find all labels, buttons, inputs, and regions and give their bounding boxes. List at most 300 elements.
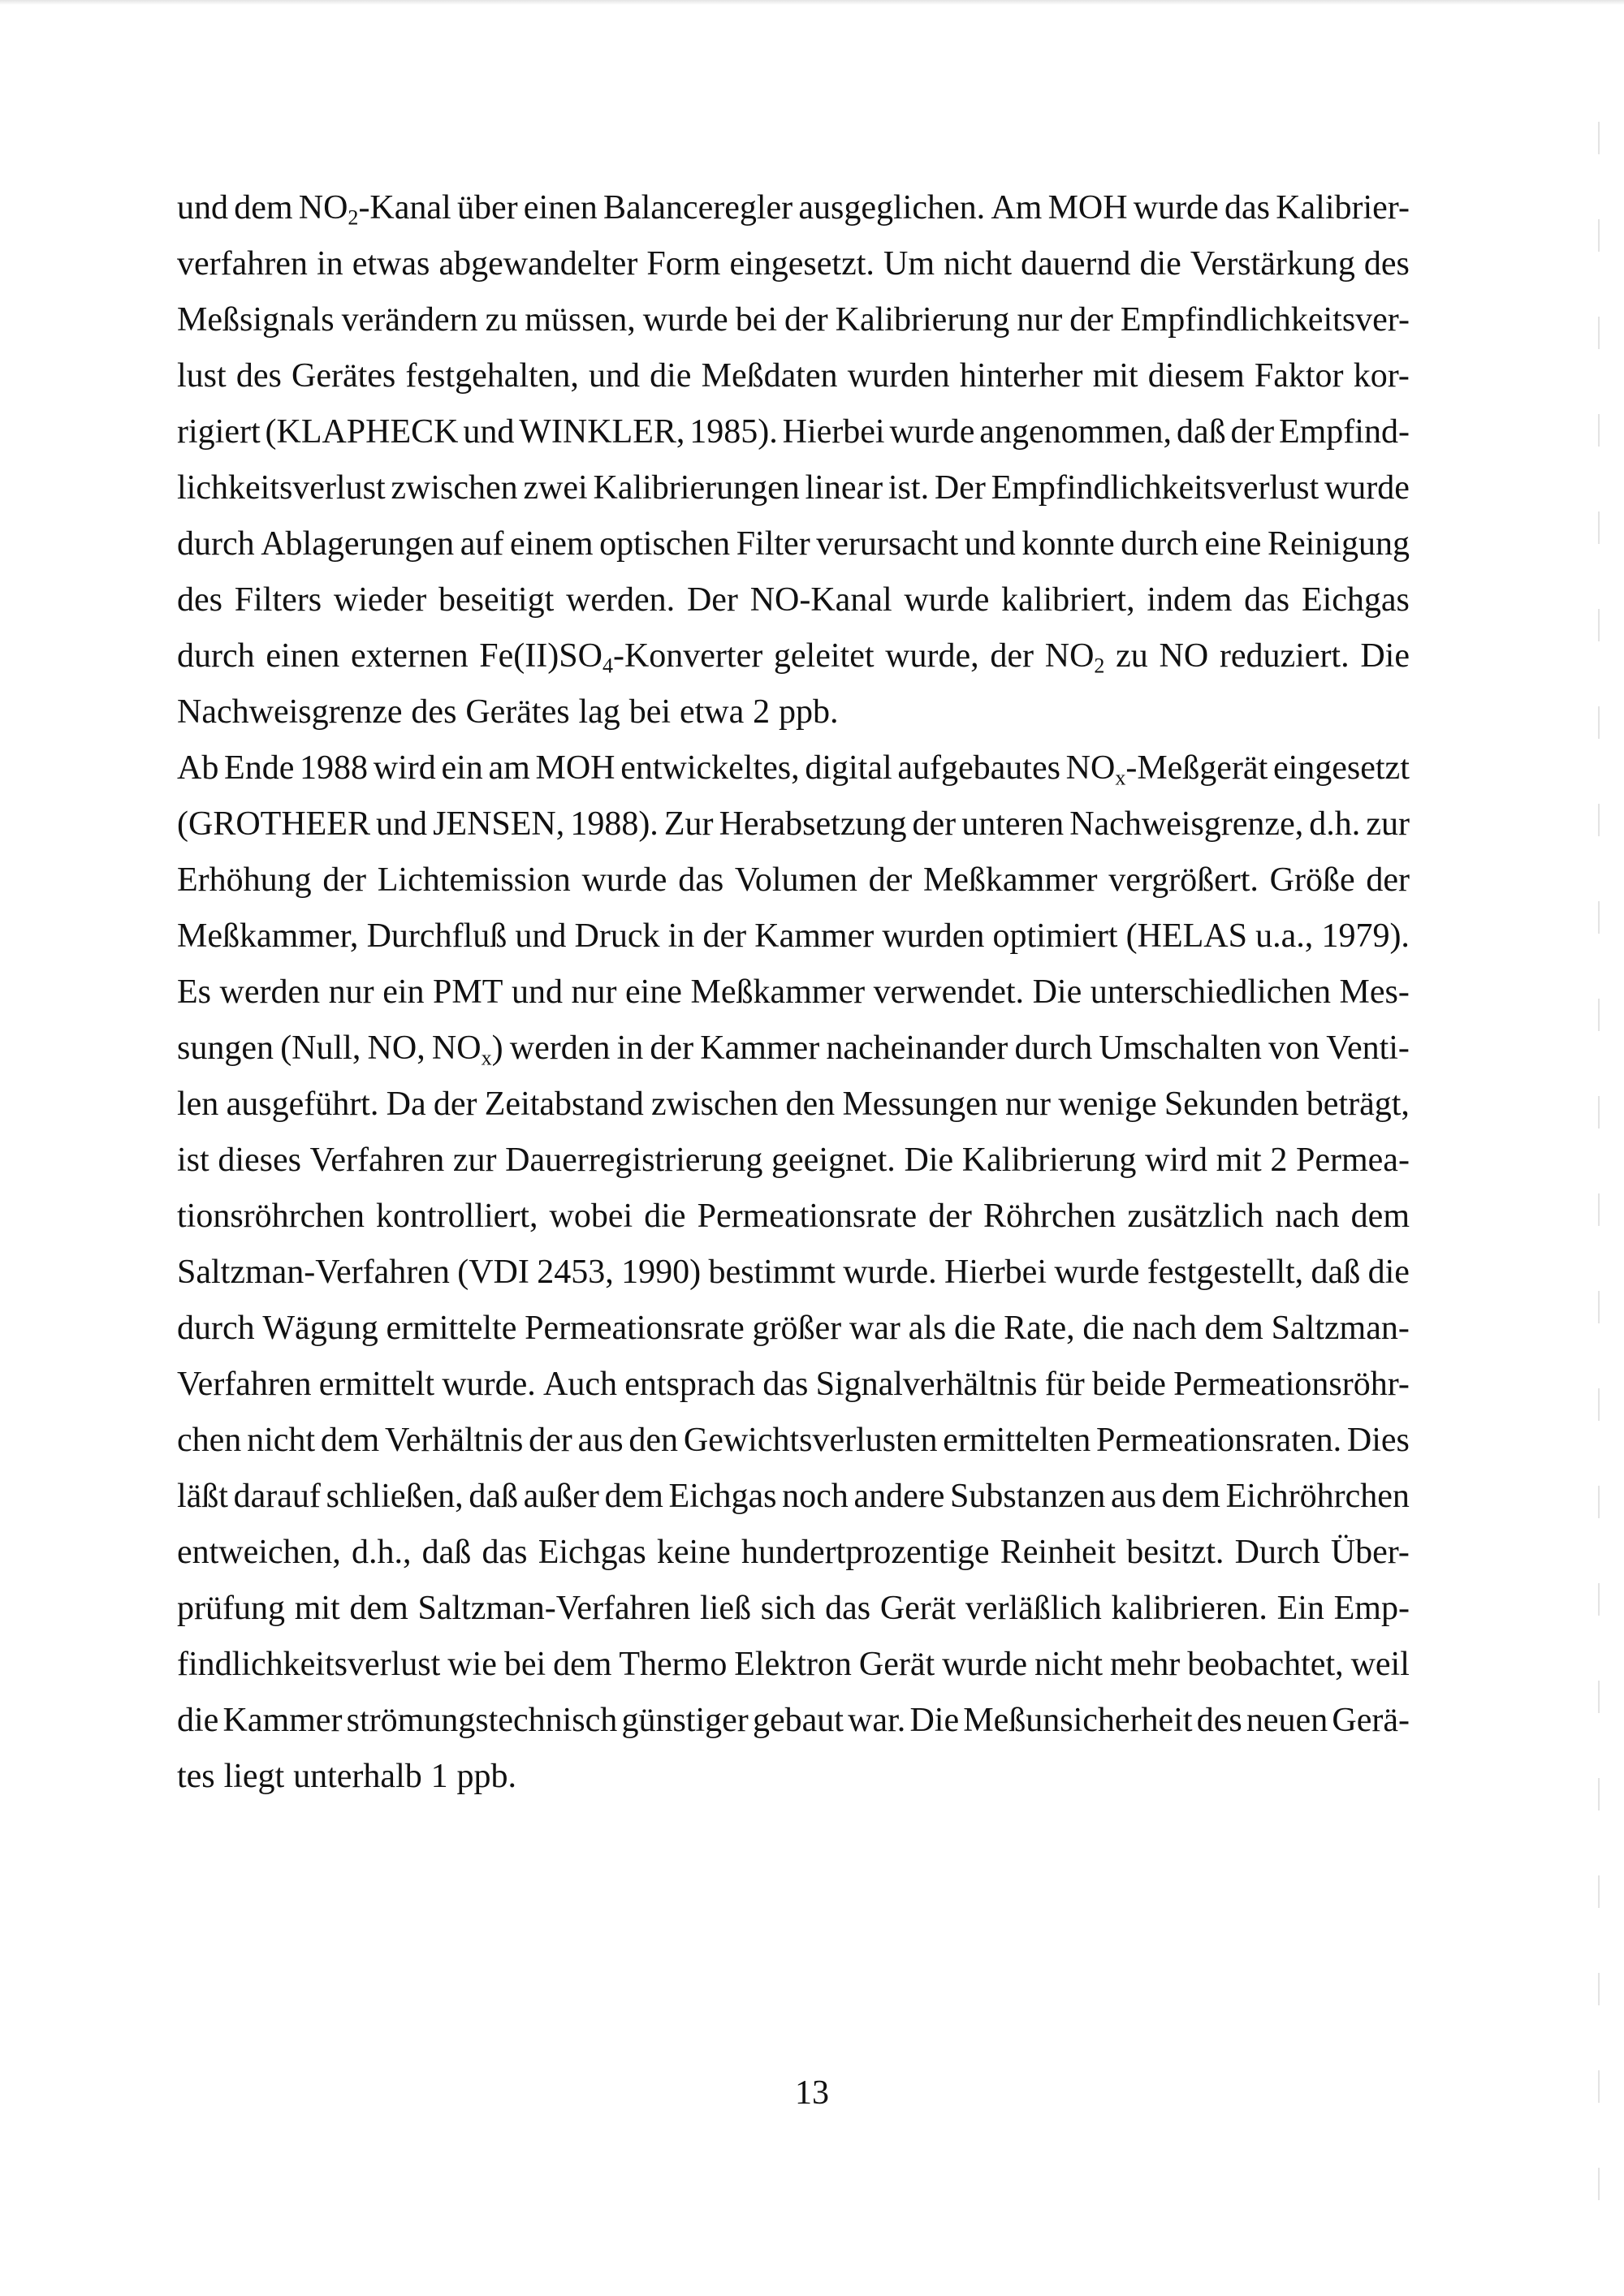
word: Ab <box>177 749 219 787</box>
word: Lichtemission <box>377 861 571 899</box>
word: Kalibrierung <box>961 1142 1137 1179</box>
word: (GROTHEER <box>177 805 370 843</box>
word: bei <box>735 301 777 339</box>
word: len <box>177 1085 219 1123</box>
word: angenommen, <box>979 413 1173 451</box>
word: Permeationsrate <box>697 1198 918 1235</box>
word: Der <box>934 469 986 507</box>
word: Faktor <box>1254 357 1344 395</box>
word: (Null, <box>280 1029 361 1067</box>
word: strömungstechnisch <box>346 1702 618 1739</box>
word: wurde <box>1054 1254 1140 1291</box>
word: der <box>990 637 1034 675</box>
word: 2453, <box>537 1254 614 1291</box>
word: und <box>515 917 567 955</box>
word: der <box>702 917 747 955</box>
word: bestimmt <box>708 1254 836 1291</box>
word: Größe <box>1269 861 1355 899</box>
text-line <box>177 1637 1410 1693</box>
word: durch <box>177 637 255 675</box>
word: vergrößert. <box>1108 861 1259 899</box>
word: wurde. <box>843 1254 937 1291</box>
word: wurde. <box>442 1366 536 1403</box>
word: ppb. <box>456 1758 517 1795</box>
word: Verstärkung <box>1190 245 1355 283</box>
word: Die <box>904 1142 954 1179</box>
word: Die <box>909 1702 960 1739</box>
word: findlichkeitsverlust <box>177 1646 441 1683</box>
word: aufgebautes <box>897 749 1060 787</box>
word: das <box>678 861 724 899</box>
word: Filter <box>736 525 810 563</box>
word: Eichgas <box>538 1534 646 1571</box>
word: und <box>511 973 563 1011</box>
word: $NO_x$-Meßgerät <box>1065 749 1268 790</box>
word: WINKLER, <box>519 413 685 451</box>
word: verfahren <box>177 245 308 283</box>
word: Zeitabstand <box>484 1085 644 1123</box>
text-line <box>177 1077 1410 1133</box>
word: ein <box>441 749 483 787</box>
word: noch <box>782 1478 849 1515</box>
word: Meßsignals <box>177 301 335 339</box>
word: ist. <box>888 469 930 507</box>
word: des <box>235 357 282 395</box>
word: Zur <box>663 805 714 843</box>
word: Am <box>991 189 1043 227</box>
word: mit <box>294 1590 340 1627</box>
word: NO-Kanal <box>749 581 892 619</box>
word: eine <box>1204 525 1262 563</box>
word: Reinheit <box>1000 1534 1116 1571</box>
word: PMT <box>433 973 503 1011</box>
word: reduziert. <box>1219 637 1350 675</box>
word: der <box>529 1422 572 1459</box>
word: dem <box>553 1646 612 1683</box>
word: externen <box>351 637 469 675</box>
word: der <box>650 1029 694 1067</box>
word: 1990) <box>621 1254 702 1291</box>
word: einen <box>523 189 598 227</box>
word: Volumen <box>734 861 857 899</box>
word: Kalibrierungen <box>593 469 800 507</box>
word: beträgt, <box>1306 1085 1410 1123</box>
word: Auch <box>542 1366 617 1403</box>
word: geeignet. <box>771 1142 896 1179</box>
word: Elektron <box>734 1646 852 1683</box>
word: den <box>628 1422 679 1459</box>
word: Umschalten <box>1099 1029 1262 1067</box>
word: Eichgas <box>668 1478 777 1515</box>
word: chen <box>177 1422 242 1459</box>
word: Gewichtsverlusten <box>683 1422 938 1459</box>
word: dem <box>349 1590 408 1627</box>
word: wurden <box>847 357 950 395</box>
word: unterhalb <box>293 1758 422 1795</box>
word: Erhöhung <box>177 861 312 899</box>
word: etwa <box>679 693 745 731</box>
word: der <box>868 861 913 899</box>
word: verwendet. <box>873 973 1025 1011</box>
word: kor- <box>1353 357 1410 395</box>
word: Thermo <box>619 1646 728 1683</box>
word: Gerä- <box>1332 1702 1410 1739</box>
text-line <box>177 965 1410 1021</box>
word: Filters <box>234 581 322 619</box>
word: Wägung <box>262 1310 378 1347</box>
word: schließen, <box>326 1478 464 1515</box>
word: Permeationsrate <box>525 1310 745 1347</box>
text-line <box>177 1021 1410 1077</box>
word: Ende <box>224 749 295 787</box>
body-text <box>177 180 1410 1805</box>
word: Kalibrierung <box>835 301 1010 339</box>
word: Reinigung <box>1267 525 1410 563</box>
word: beobachtet, <box>1187 1646 1344 1683</box>
word: Empfindlichkeitsver- <box>1120 301 1410 339</box>
word: nur <box>328 973 374 1011</box>
word: durch <box>1121 525 1199 563</box>
text-line <box>177 1581 1410 1637</box>
word: Verfahren <box>177 1366 312 1403</box>
word: Dauerregistrierung <box>505 1142 763 1179</box>
text-line <box>177 460 1410 516</box>
word: Über- <box>1330 1534 1410 1571</box>
word: nur <box>1005 1085 1052 1123</box>
word: das <box>482 1534 528 1571</box>
word: den <box>785 1085 836 1123</box>
word: Sekunden <box>1164 1085 1299 1123</box>
word: nacheinander <box>826 1029 1009 1067</box>
word: des <box>177 581 222 619</box>
word: das <box>1244 581 1290 619</box>
word: Eichröhrchen <box>1225 1478 1410 1515</box>
word: unteren <box>961 805 1065 843</box>
word: Meßkammer, <box>177 917 359 955</box>
word: sich <box>760 1590 816 1627</box>
word: der <box>912 805 957 843</box>
word: das <box>762 1366 809 1403</box>
word: nicht <box>944 245 1013 283</box>
word: (VDI <box>457 1254 529 1291</box>
word: größer <box>752 1310 842 1347</box>
word: werden <box>509 1029 611 1067</box>
word: Hierbei <box>782 413 885 451</box>
word: Messungen <box>842 1085 998 1123</box>
word: auf <box>460 525 504 563</box>
word: indem <box>1147 581 1233 619</box>
word: kalibrieren. <box>1111 1590 1268 1627</box>
word: Der <box>686 581 738 619</box>
word: Mes- <box>1339 973 1410 1011</box>
word: dem <box>320 1422 380 1459</box>
word: einen <box>266 637 340 675</box>
word: günstiger <box>621 1702 749 1739</box>
word: wieder <box>333 581 427 619</box>
word: Die <box>1032 973 1082 1011</box>
word: 1988). <box>570 805 659 843</box>
word: 2 <box>1270 1142 1288 1179</box>
word: Um <box>883 245 935 283</box>
word: Da <box>386 1085 426 1123</box>
word: Ein <box>1276 1590 1324 1627</box>
word: wird <box>1145 1142 1208 1179</box>
word: bei <box>503 1646 546 1683</box>
word: besitzt. <box>1126 1534 1224 1571</box>
text-line <box>177 180 1410 236</box>
word: Gerät <box>879 1590 957 1627</box>
word: Rate, <box>1004 1310 1075 1347</box>
word: wurde <box>1133 189 1219 227</box>
word: Gerät <box>858 1646 935 1683</box>
word: lichkeitsverlust <box>177 469 386 507</box>
scan-top-edge <box>0 0 1624 5</box>
word: der <box>433 1085 477 1123</box>
scan-right-edge <box>1598 122 1600 2233</box>
word: Eichgas <box>1301 581 1410 619</box>
word: 2 <box>753 693 771 731</box>
word: (HELAS <box>1125 917 1247 955</box>
word: ppb. <box>779 693 839 731</box>
word: (KLAPHECK <box>265 413 459 451</box>
word: $NO_2$-Kanal <box>298 189 451 230</box>
text-line <box>177 572 1410 628</box>
word: beide <box>1091 1366 1166 1403</box>
word: Kammer <box>754 917 875 955</box>
word: Balanceregler <box>603 189 793 227</box>
word: Saltzman-Verfahren <box>417 1590 691 1627</box>
text-line <box>177 1469 1410 1525</box>
word: Durch <box>1234 1534 1320 1571</box>
word: tionsröhrchen <box>177 1198 365 1235</box>
word: lag <box>578 693 620 731</box>
word: mehr <box>1109 1646 1181 1683</box>
word: linear <box>805 469 883 507</box>
word: eingesetzt <box>1272 749 1410 787</box>
word: NO <box>1159 637 1209 675</box>
word: Kammer <box>222 1702 343 1739</box>
word: zusätzlich <box>1127 1198 1264 1235</box>
word: Hierbei <box>944 1254 1047 1291</box>
word: optischen <box>599 525 731 563</box>
word: ist <box>177 1142 209 1179</box>
text-line <box>177 236 1410 292</box>
word: wurde <box>642 301 728 339</box>
word: der <box>784 301 828 339</box>
word: der <box>322 861 367 899</box>
word: ein <box>382 973 425 1011</box>
text-line <box>177 404 1410 460</box>
word: wurde <box>904 581 990 619</box>
word: kalibriert, <box>1001 581 1135 619</box>
word: festgehalten, <box>405 357 579 395</box>
word: NO, <box>367 1029 425 1067</box>
word: Durchfluß <box>366 917 508 955</box>
word: die <box>954 1310 996 1347</box>
word: Herabsetzung <box>719 805 907 843</box>
word: mit <box>1092 357 1138 395</box>
word: hundertprozentige <box>741 1534 990 1571</box>
word: JENSEN, <box>433 805 565 843</box>
text-line <box>177 852 1410 908</box>
word: Permeationsraten. <box>1096 1422 1342 1459</box>
word: Empfind- <box>1278 413 1410 451</box>
word: ausgeführt. <box>226 1085 379 1123</box>
page-number: 13 <box>795 2074 829 2112</box>
word: durch <box>177 525 255 563</box>
text-line <box>177 684 1410 740</box>
text-line <box>177 740 1410 796</box>
word: daß <box>469 1478 518 1515</box>
word: neuen <box>1246 1702 1328 1739</box>
word: 1979). <box>1321 917 1410 955</box>
word: des <box>411 693 457 731</box>
word: Gerätes <box>292 357 396 395</box>
word: digital <box>805 749 892 787</box>
word: wenige <box>1058 1085 1157 1123</box>
word: der <box>928 1198 972 1235</box>
word: Meßdaten <box>701 357 838 395</box>
word: zu <box>1116 637 1148 675</box>
word: nur <box>1017 301 1063 339</box>
word: läßt <box>177 1478 228 1515</box>
word: nach <box>1132 1310 1197 1347</box>
word: zwischen <box>391 469 518 507</box>
word: Permea- <box>1296 1142 1410 1179</box>
word: liegt <box>223 1758 285 1795</box>
word: Nachweisgrenze <box>177 693 403 731</box>
word: Es <box>177 973 211 1011</box>
word: als <box>908 1310 947 1347</box>
word: in <box>616 1029 644 1067</box>
word: werden. <box>566 581 676 619</box>
word: Saltzman-Verfahren <box>177 1254 450 1291</box>
word: wurde, <box>885 637 979 675</box>
word: dauernd <box>1021 245 1131 283</box>
word: des <box>1196 1702 1242 1739</box>
word: zwischen <box>650 1085 779 1123</box>
word: andere <box>853 1478 945 1515</box>
word: verursacht <box>816 525 959 563</box>
word: des <box>1363 245 1410 283</box>
text-line <box>177 1245 1410 1301</box>
word: und <box>177 189 228 227</box>
word: die <box>177 1702 219 1739</box>
word: 1988 <box>300 749 369 787</box>
word: 1985). <box>689 413 778 451</box>
word: durch <box>177 1310 255 1347</box>
word: Druck <box>574 917 660 955</box>
word: eine <box>625 973 682 1011</box>
word: ermittelten <box>943 1422 1091 1459</box>
word: MOH <box>535 749 615 787</box>
text-line <box>177 1357 1410 1413</box>
word: ermittelt <box>318 1366 435 1403</box>
word: 1 <box>430 1758 448 1795</box>
word: und <box>588 357 640 395</box>
word: unterschiedlichen <box>1090 973 1331 1011</box>
word: in <box>316 245 343 283</box>
word: wobei <box>549 1198 633 1235</box>
word: $NO_x$) <box>431 1029 503 1070</box>
word: ermittelte <box>386 1310 517 1347</box>
word: u.a., <box>1255 917 1314 955</box>
word: mit <box>1216 1142 1262 1179</box>
word: Kalibrier- <box>1276 189 1410 227</box>
word: verändern <box>341 301 478 339</box>
word: Dies <box>1346 1422 1410 1459</box>
word: ließ <box>700 1590 752 1627</box>
text-line <box>177 628 1410 684</box>
text-line <box>177 1525 1410 1581</box>
word: Verfahren <box>309 1142 445 1179</box>
text-line <box>177 1749 1410 1805</box>
word: dem <box>1161 1478 1220 1515</box>
word: Emp- <box>1333 1590 1410 1627</box>
text-line <box>177 1413 1410 1469</box>
word: darauf <box>233 1478 321 1515</box>
text-line <box>177 1189 1410 1245</box>
text-line <box>177 516 1410 572</box>
word: etwas <box>352 245 430 283</box>
word: Venti- <box>1326 1029 1410 1067</box>
word: müssen, <box>525 301 636 339</box>
word: dem <box>1350 1198 1410 1235</box>
word: wurde <box>889 413 975 451</box>
word: Nachweisgrenze, <box>1069 805 1304 843</box>
word: weil <box>1350 1646 1410 1683</box>
word: hinterher <box>959 357 1083 395</box>
text-line <box>177 292 1410 348</box>
word: $NO_2$ <box>1044 637 1105 678</box>
word: lust <box>177 357 227 395</box>
word: der <box>1366 861 1410 899</box>
word: Kammer <box>700 1029 820 1067</box>
word: keine <box>656 1534 731 1571</box>
text-line <box>177 796 1410 852</box>
word: d.h. <box>1309 805 1361 843</box>
word: d.h., <box>351 1534 412 1571</box>
word: wurde <box>1324 469 1410 507</box>
word: bei <box>628 693 672 731</box>
word: Gerätes <box>465 693 570 731</box>
text-line <box>177 1301 1410 1357</box>
word: wurde <box>942 1646 1028 1683</box>
word: sungen <box>177 1029 274 1067</box>
word: eingesetzt. <box>729 245 875 283</box>
word: dem <box>604 1478 663 1515</box>
word: am <box>488 749 530 787</box>
word: Empfindlichkeitsverlust <box>991 469 1320 507</box>
word: der <box>1230 413 1275 451</box>
word: nach <box>1275 1198 1340 1235</box>
word: konnte <box>1021 525 1115 563</box>
word: wird <box>373 749 436 787</box>
word: entwickeltes, <box>620 749 800 787</box>
word: diesem <box>1147 357 1245 395</box>
word: verläßlich <box>965 1590 1102 1627</box>
word: Die <box>1360 637 1410 675</box>
word: rigiert <box>177 413 261 451</box>
word: aus <box>1111 1478 1156 1515</box>
word: für <box>1044 1366 1085 1403</box>
text-line <box>177 1693 1410 1749</box>
word: Form <box>646 245 721 283</box>
word: in <box>667 917 695 955</box>
word: einem <box>509 525 594 563</box>
word: und <box>376 805 428 843</box>
word: entsprach <box>624 1366 756 1403</box>
